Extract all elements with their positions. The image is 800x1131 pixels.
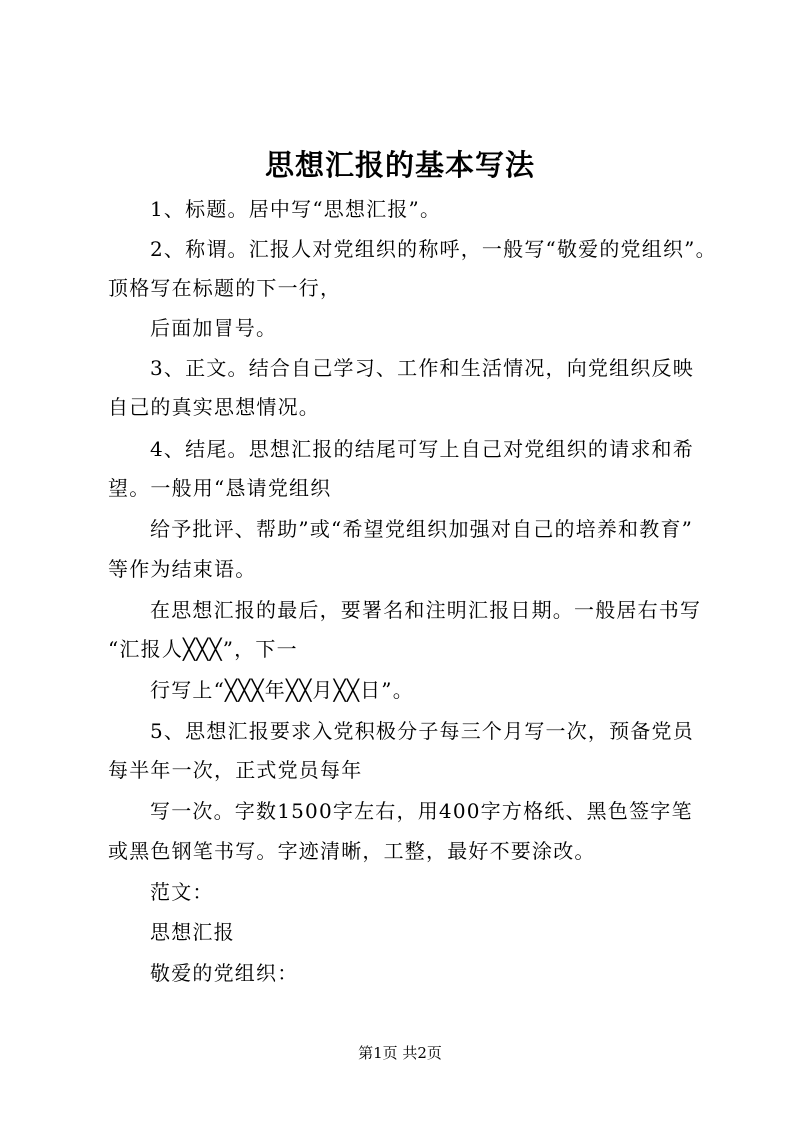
body-line: 4、结尾。思想汇报的结尾可写上自己对党组织的请求和希 (150, 437, 694, 461)
body-line: 自己的真实思想情况。 (108, 395, 320, 419)
body-line: 在思想汇报的最后，要署名和注明汇报日期。一般居右书写 (150, 598, 702, 622)
page-footer: 第1页 共2页 (358, 1044, 442, 1062)
body-line: 给予批评、帮助”或“希望党组织加强对自己的培养和教育” (150, 517, 694, 541)
body-line: “汇报人╳╳╳”，下一 (108, 637, 298, 661)
body-line: 顶格写在标题的下一行， (108, 276, 342, 300)
body-line: 每半年一次，正式党员每年 (108, 758, 363, 782)
body-line: 写一次。字数1500字左右，用400字方格纸、黑色签字笔 (150, 799, 693, 823)
body-line: 后面加冒号。 (150, 316, 278, 340)
body-line: 望。一般用“恳请党组织 (108, 476, 332, 500)
body-line: 3、正文。结合自己学习、工作和生活情况，向党组织反映 (150, 356, 694, 380)
document-title: 思想汇报的基本写法 (264, 148, 535, 182)
body-line: 5、思想汇报要求入党积极分子每三个月写一次，预备党员 (150, 719, 694, 743)
body-line: 或黑色钢笔书写。字迹清晰，工整，最好不要涂改。 (108, 839, 596, 863)
body-line: 2、称谓。汇报人对党组织的称呼，一般写“敬爱的党组织”。 (150, 237, 717, 261)
body-line: 行写上“╳╳╳年╳╳月╳╳日”。 (150, 678, 414, 702)
body-line: 1、标题。居中写“思想汇报”。 (150, 197, 442, 221)
body-line: 等作为结束语。 (108, 557, 257, 581)
body-line: 范文： (150, 880, 214, 904)
body-line: 敬爱的党组织： (150, 961, 299, 985)
body-line: 思想汇报 (150, 920, 235, 944)
